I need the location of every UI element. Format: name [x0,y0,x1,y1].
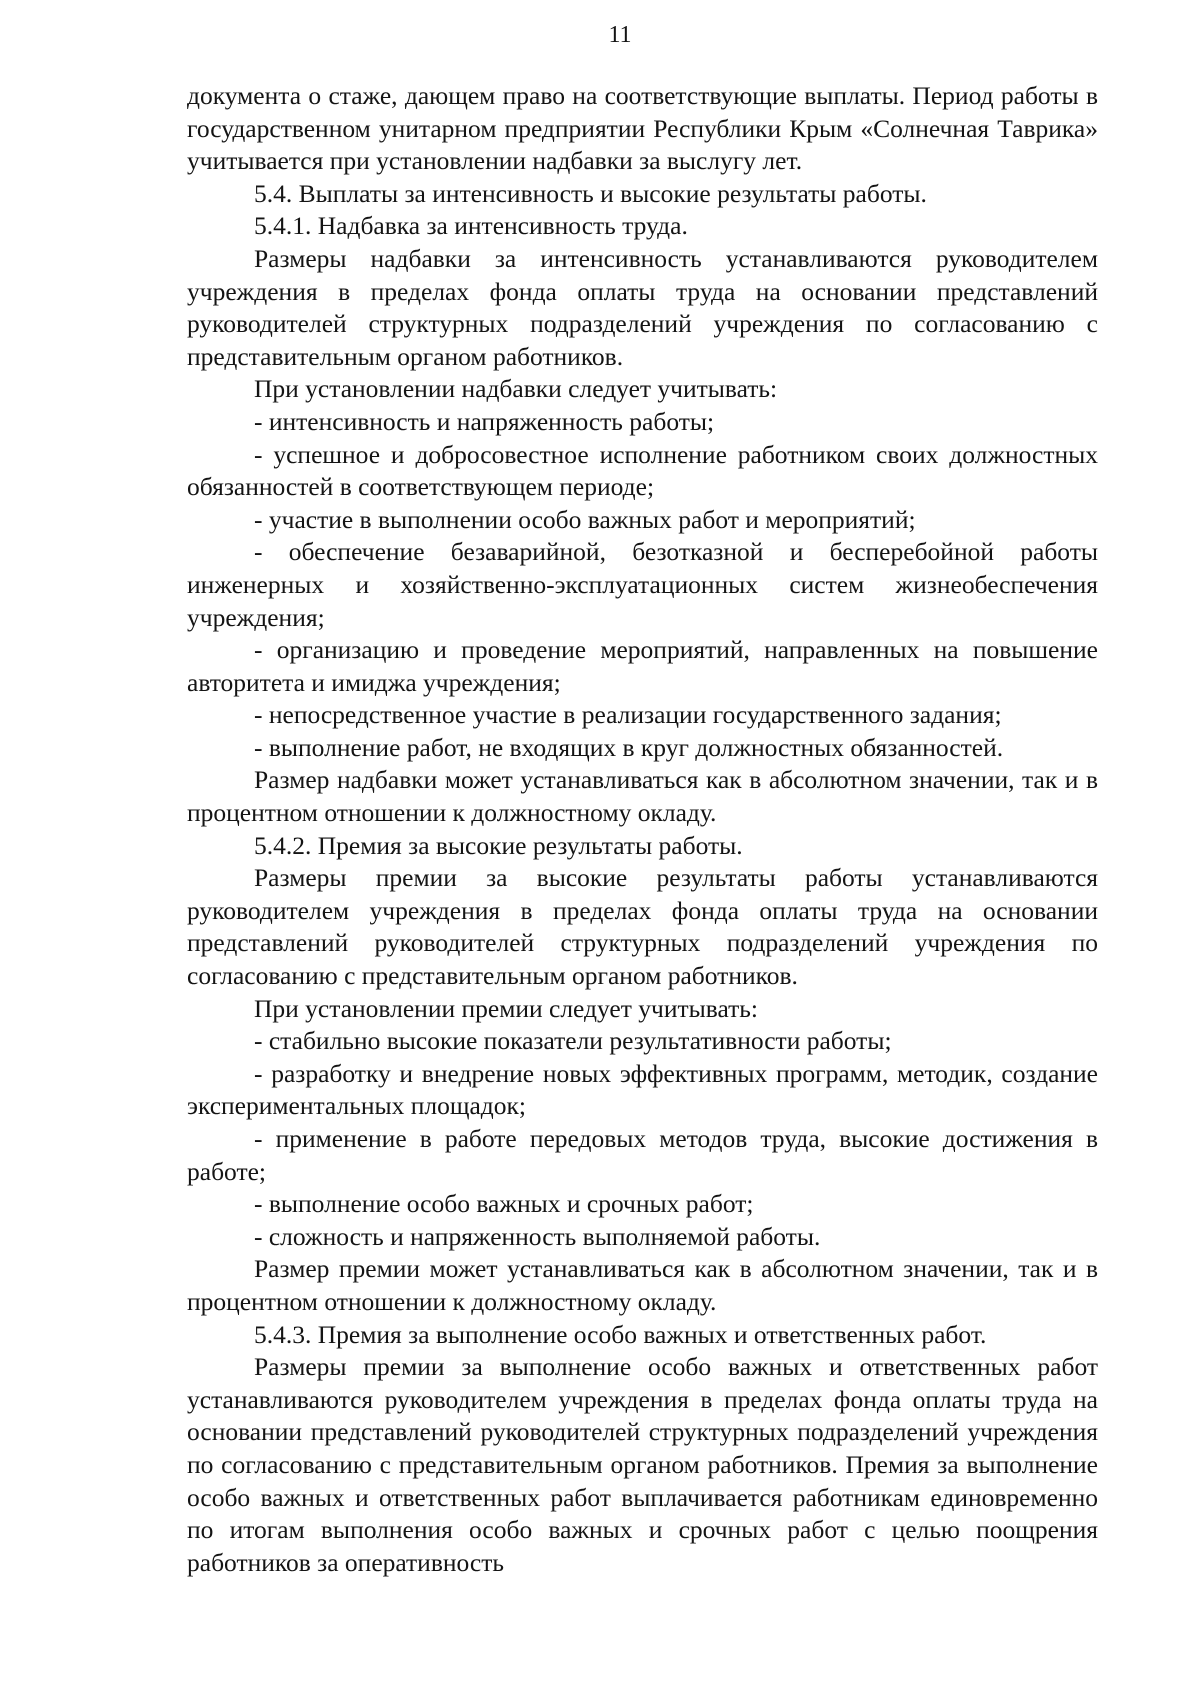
paragraph: - интенсивность и напряженность работы; [254,406,715,436]
paragraph: - сложность и напряженность выполняемой работы. [254,1221,821,1251]
paragraph: - участие в выполнении особо важных работ и мероприятий; [254,504,916,534]
paragraph: - стабильно высокие показатели результативности работы; [254,1026,892,1056]
paragraph: - разработку и внедрение новых эффективных программ, методик, создание экспериментальных площадок; [187,1058,1098,1121]
paragraph: - применение в работе передовых методов труда, высокие достижения в работе; [187,1124,1098,1186]
paragraph: 5.4.2. Премия за высокие результаты работы. [254,830,743,860]
paragraph: - обеспечение безаварийной, безотказной и бесперебойной работы инженерных и хозяйственно-эксплуатационных систем жизнеобеспечения учреждения; [187,537,1098,632]
page-number: 11 [608,22,632,48]
paragraph: - выполнение особо важных и срочных работ; [254,1189,754,1219]
paragraph: При установлении премии следует учитывать: [254,993,758,1023]
paragraph: Размер премии может устанавливаться как в абсолютном значении, так и в процентном отношении к должностному окладу. [187,1254,1098,1316]
paragraph: документа о стаже, дающем право на соответствующие выплаты. Период работы в государственном унитарном предприятии Республики Крым «Солнечная Таврика» учитывается при установлении надбавки за выслугу лет. [187,81,1098,176]
paragraph: При установлении надбавки следует учитывать: [254,374,778,404]
paragraph: Размеры надбавки за интенсивность устанавливаются руководителем учреждения в пределах фонда оплаты труда на основании представлений руководителей структурных подразделений учреждения по согласованию с представительным органом работников. [187,243,1098,371]
paragraph: - успешное и добросовестное исполнение работником своих должностных обязанностей в соответствующем периоде; [187,439,1098,502]
paragraph: Размер надбавки может устанавливаться как в абсолютном значении, так и в процентном отношении к должностному окладу. [187,765,1098,828]
document-body [187,80,1098,1579]
paragraph: Размеры премии за высокие результаты работы устанавливаются руководителем учреждения в пределах фонда оплаты труда на основании представлений руководителей структурных подразделений учреждения по согласованию с представительным органом работников. [187,863,1098,991]
paragraph: 5.4.1. Надбавка за интенсивность труда. [254,211,688,241]
paragraph: 5.4. Выплаты за интенсивность и высокие результаты работы. [254,178,927,208]
paragraph: 5.4.3. Премия за выполнение особо важных и ответственных работ. [254,1319,987,1349]
paragraph: - непосредственное участие в реализации государственного задания; [254,700,1002,730]
paragraph: - выполнение работ, не входящих в круг должностных обязанностей. [254,732,1004,762]
paragraph: - организацию и проведение мероприятий, направленных на повышение авторитета и имиджа учреждения; [187,635,1098,697]
paragraph: Размеры премии за выполнение особо важных и ответственных работ устанавливаются руководителем учреждения в пределах фонда оплаты труда на основании представлений руководителей структурных подразделений учреждения по согласованию с представительным органом работников. Премия за выполнение особо важных и ответственных работ выплачивается работникам единовременно по итогам выполнения особо важных и срочных работ с целью поощрения работников за оперативность [187,1352,1098,1577]
